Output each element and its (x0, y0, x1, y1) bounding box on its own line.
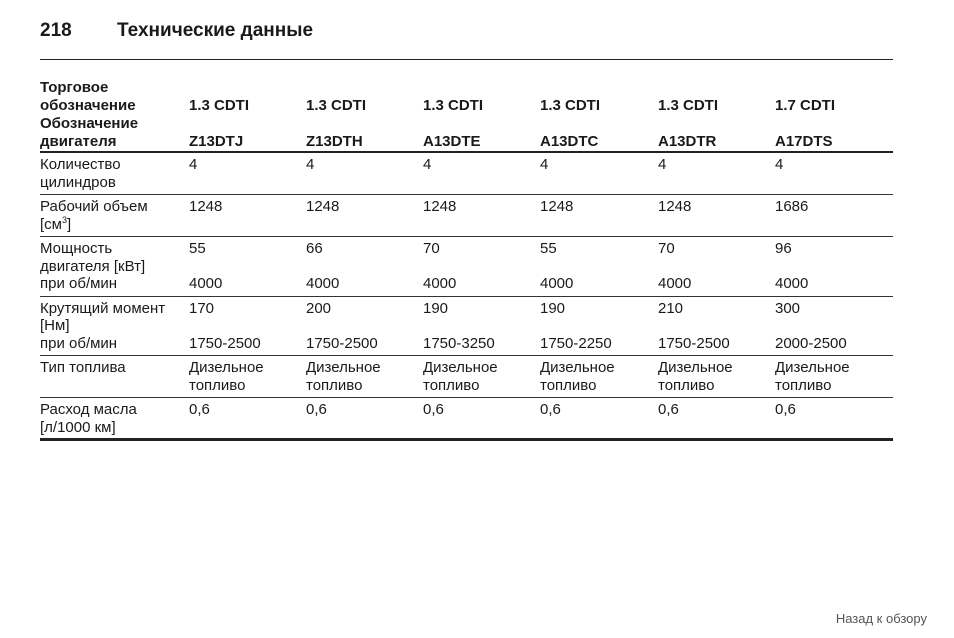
table-cell: 4 (423, 152, 540, 195)
table-row-oil (40, 398, 893, 440)
back-to-overview-link[interactable]: Назад к обзору (835, 611, 927, 626)
table-cell: 190 (540, 299, 566, 317)
table-cell: 66 (306, 240, 323, 257)
table-cell: Дизельное топливо (189, 356, 306, 398)
table-cell: 4000 (189, 275, 306, 296)
table-row-displacement (40, 195, 893, 237)
table-row-cylinders (40, 152, 893, 195)
table-cell: 4000 (423, 275, 540, 296)
table-cell: 0,6 (306, 398, 423, 440)
table-cell: 0,6 (658, 398, 775, 440)
table-cell: 0,6 (423, 398, 540, 440)
engine-code-cell: A13DTC (540, 115, 658, 152)
table-cell: 1750-3250 (423, 335, 540, 356)
page-header (40, 20, 313, 42)
table-cell: 1248 (189, 195, 306, 237)
table-cell: 190 (423, 299, 449, 317)
table-cell: Дизельное топливо (306, 356, 423, 398)
row-label: Мощность двигателя [кВт] (40, 240, 146, 275)
trade-name-cell: 1.3 CDTI (540, 96, 601, 114)
row-label: при об/мин (40, 335, 189, 356)
table-row-power (40, 237, 893, 276)
table-cell: Дизельное топливо (775, 356, 893, 398)
table-cell: 4 (658, 152, 775, 195)
table-cell: Дизельное топливо (423, 356, 540, 398)
table-cell: 1750-2500 (306, 335, 423, 356)
header-rule (40, 59, 893, 60)
table-cell: 4000 (775, 275, 893, 296)
row-label: Расход масла [л/1000 км] (40, 398, 189, 440)
table-cell: 4 (306, 152, 423, 195)
engine-code-cell: Z13DTH (306, 115, 423, 152)
engine-code-cell: A17DTS (775, 115, 893, 152)
table-cell: 1750-2250 (540, 335, 658, 356)
trade-name-cell: 1.3 CDTI (306, 96, 367, 114)
table-cell: 4 (189, 152, 306, 195)
table-cell: 96 (775, 240, 792, 257)
engine-code-cell: A13DTR (658, 115, 775, 152)
row-label: Крутящий момент [Нм] (40, 299, 166, 334)
table-cell: 55 (540, 240, 557, 257)
table-cell: 170 (189, 299, 215, 317)
engine-code-row (40, 115, 893, 152)
engine-code-cell: Z13DTJ (189, 115, 306, 152)
table-cell: 0,6 (540, 398, 658, 440)
table-cell: 2000-2500 (775, 335, 893, 356)
table-cell: 4000 (658, 275, 775, 296)
trade-name-cell: 1.3 CDTI (189, 96, 250, 114)
row-label: Количество цилиндров (40, 152, 189, 195)
table-cell: Дизельное топливо (540, 356, 658, 398)
trade-name-cell: 1.7 CDTI (775, 96, 836, 114)
table-cell: Дизельное топливо (658, 356, 775, 398)
table-cell: 1248 (540, 195, 658, 237)
table-cell: 55 (189, 240, 206, 257)
engine-code-cell: A13DTE (423, 115, 540, 152)
table-row-fuel (40, 356, 893, 398)
table-cell: 1686 (775, 195, 893, 237)
row-label: Рабочий объем $[см^3]$ (40, 195, 189, 237)
table-cell: 4000 (306, 275, 423, 296)
table-cell: 4 (775, 152, 893, 195)
table-cell: 70 (658, 240, 675, 257)
row-label-engine: Обозначение двигателя (40, 115, 189, 152)
table-cell: 0,6 (775, 398, 893, 440)
table-cell: 1750-2500 (189, 335, 306, 356)
section-title: Технические данные (117, 20, 314, 41)
trade-name-cell: 1.3 CDTI (423, 96, 484, 114)
table-row-torque (40, 296, 893, 335)
table-cell: 4000 (540, 275, 658, 296)
table-cell: 1248 (658, 195, 775, 237)
table-cell: 1248 (306, 195, 423, 237)
row-label: Тип топлива (40, 356, 189, 398)
table-cell: 200 (306, 299, 332, 317)
table-cell: 0,6 (189, 398, 306, 440)
table-cell: 4 (540, 152, 658, 195)
table-row-torque-rpm (40, 335, 893, 356)
trade-name-cell: 1.3 CDTI (658, 96, 719, 114)
table-cell: 210 (658, 299, 684, 317)
engine-spec-table (40, 79, 893, 441)
table-cell: 1750-2500 (658, 335, 775, 356)
table-cell: 70 (423, 240, 440, 257)
table-cell: 300 (775, 299, 801, 317)
row-label-trade: Торговое обозначение (40, 79, 136, 114)
page-number: 218 (40, 20, 72, 41)
table-row-power-rpm (40, 275, 893, 296)
row-label: при об/мин (40, 275, 189, 296)
table-cell: 1248 (423, 195, 540, 237)
trade-name-row (40, 79, 893, 115)
